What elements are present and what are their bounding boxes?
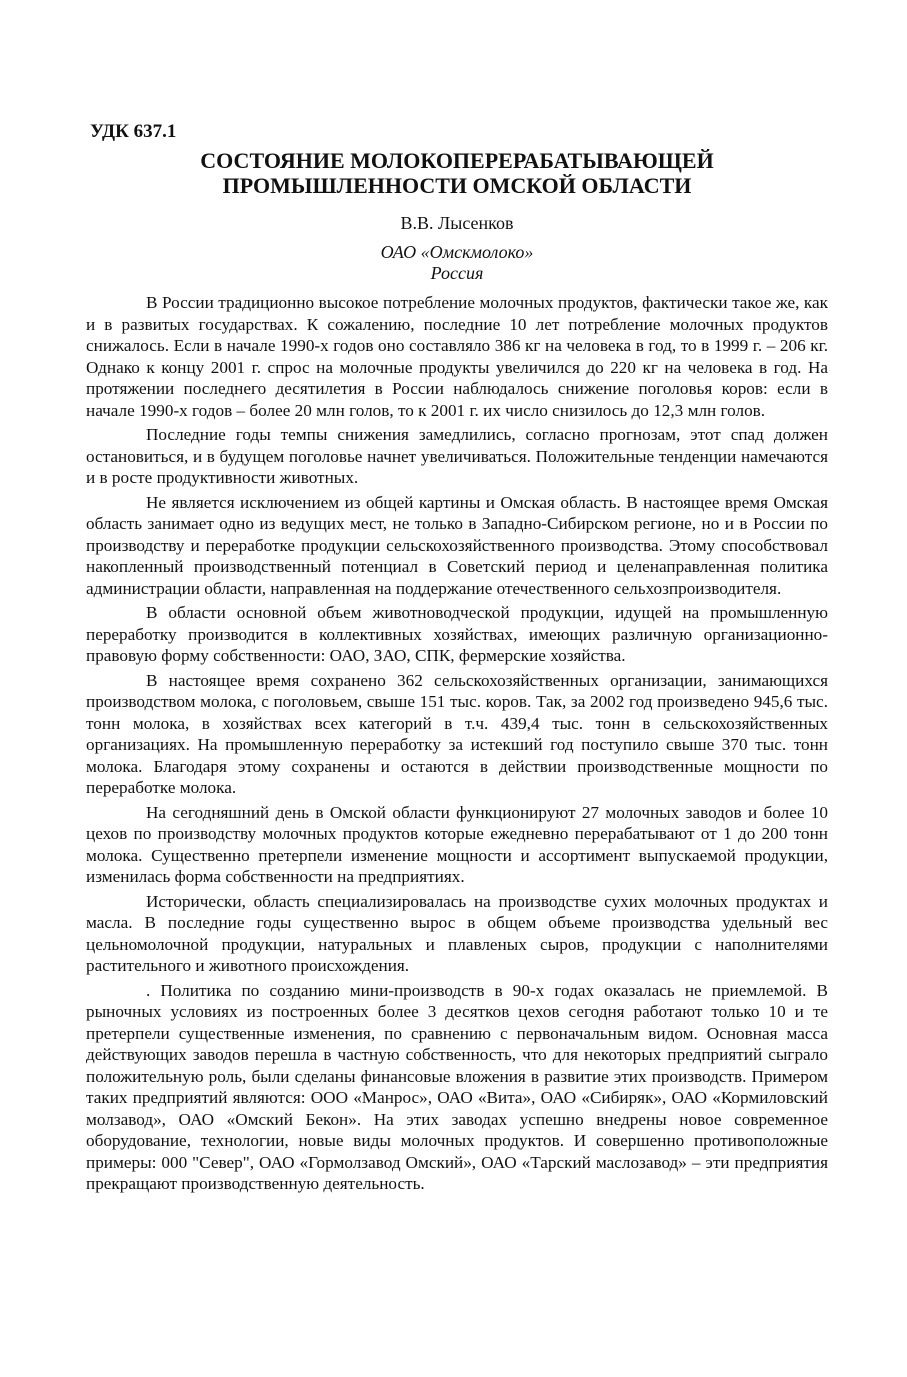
article-body — [86, 292, 828, 1195]
paragraph-5: В настоящее время сохранено 362 сельскохозяйственных организации, занимающихся производством молока, с поголовьем, свыше 151 тыс. коров. Так, за 2002 год произведено 945,6 тыс. тонн молока, в хозяйствах всех категорий в т.ч. 439,4 тыс. тонн в сельскохозяйственных организациях. На промышленную переработку за истекший год поступило свыше 370 тыс. тонн молока. Благодаря этому сохранены и остаются в действии производственные мощности по переработке молока. — [86, 670, 828, 797]
paragraph-7: Исторически, область специализировалась на производстве сухих молочных продуктах и масла. В последние годы существенно вырос в общем объеме производства удельный вес цельномолочной продукции, натуральных и плавленых сыров, продукции с наполнителями растительного и животного происхождения. — [86, 891, 828, 975]
author-name: В.В. Лысенков — [400, 213, 514, 233]
title-line-1: СОСТОЯНИЕ МОЛОКОПЕРЕРАБАТЫВАЮЩЕЙ — [200, 148, 714, 173]
udk-code: УДК 637.1 — [90, 121, 177, 142]
document-page — [86, 120, 828, 1198]
country-name: Россия — [430, 263, 484, 283]
article-title — [86, 148, 828, 198]
paragraph-4: В области основной объем животноводческой продукции, идущей на промышленную переработку производится в коллективных хозяйствах, имеющих различную организационно-правовую форму собственности: ОАО, ЗАО, СПК, фермерские хозяйства. — [86, 603, 828, 665]
affiliation — [86, 242, 828, 284]
paragraph-3: Не является исключением из общей картины и Омская область. В настоящее время Омская область занимает одно из ведущих мест, не только в Западно-Сибирском регионе, но и в России по производству и переработке продукции сельскохозяйственного производства. Этому способствовал накопленный производственный потенциал в Советский период и целенаправленная политика администрации области, направленная на поддержание отечественного сельхозпроизводителя. — [86, 492, 828, 598]
title-line-2: ПРОМЫШЛЕННОСТИ ОМСКОЙ ОБЛАСТИ — [222, 173, 692, 198]
paragraph-8: . Политика по созданию мини-производств в 90-х годах оказалась не приемлемой. В рыночных условиях из построенных более 3 десятков цехов сегодня работают только 10 и те претерпели существенные изменения, по сравнению с первоначальным видом. Основная масса действующих заводов перешла в частную собственность, что для некоторых предприятий сыграло положительную роль, были сделаны финансовые вложения в развитие этих производств. Примером таких предприятий являются: ООО «Манрос», ОАО «Вита», ОАО «Сибиряк», ОАО «Кормиловский молзавод», ОАО «Омский Бекон». На этих заводах успешно внедрены новое современное оборудование, технологии, новые виды молочных продуктов. И совершенно противоположные примеры: 000 "Север", ОАО «Гормолзавод Омский», ОАО «Тарский маслозавод» – эти предприятия прекращают производственную деятельность. — [86, 980, 828, 1193]
paragraph-2: Последние годы темпы снижения замедлились, согласно прогнозам, этот спад должен остановиться, и в будущем поголовье начнет увеличиваться. Положительные тенденции намечаются и в росте продуктивности животных. — [86, 425, 828, 487]
paragraph-1: В России традиционно высокое потребление молочных продуктов, фактически такое же, как и в развитых государствах. К сожалению, последние 10 лет потребление молочных продуктов снижалось. Если в начале 1990-х годов оно составляло 386 кг на человека в год, то в 1999 г. – 206 кг. Однако к концу 2001 г. спрос на молочные продукты увеличился до 220 кг на человека в год. На протяжении последнего десятилетия в России наблюдалось снижение поголовья коров: если в начале 1990-х годов – более 20 млн голов, то к 2001 г. их число снизилось до 12,3 млн голов. — [86, 293, 828, 420]
paragraph-6: На сегодняшний день в Омской области функционируют 27 молочных заводов и более 10 цехов по производству молочных продуктов которые ежедневно перерабатывают от 1 до 200 тонн молока. Существенно претерпели изменение мощности и ассортимент выпускаемой продукции, изменилась форма собственности на предприятиях. — [86, 802, 828, 886]
organization-name: ОАО «Омскмолоко» — [380, 242, 534, 262]
